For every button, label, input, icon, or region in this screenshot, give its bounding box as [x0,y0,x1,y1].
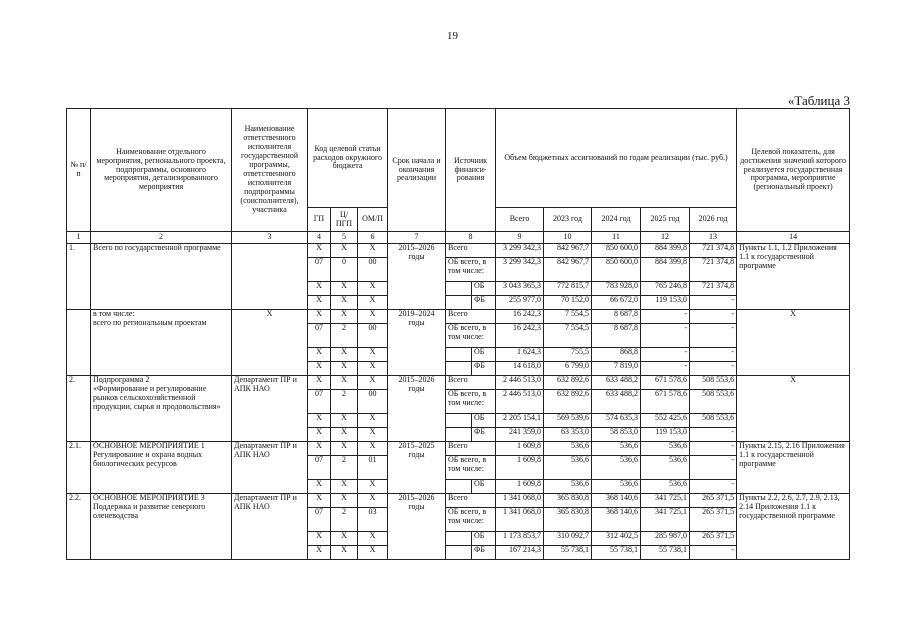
code-ompp: 00 [358,258,388,282]
code-ompp: X [358,480,388,494]
value-2024: 783 928,0 [592,282,641,296]
value-2026: - [690,442,737,456]
header-num: № п/п [67,109,91,232]
value-2026: 265 371,5 [690,532,737,546]
value-2026: - [690,546,737,560]
row-executor: Департамент ПР и АПК НАО [232,494,308,560]
code-cpgp: 0 [331,258,358,282]
value-2025: 119 153,0 [641,296,690,310]
source-label: ОБ [472,532,496,546]
column-number: 8 [446,232,496,244]
code-cpgp: X [331,310,358,324]
value-2023: 536,6 [544,456,592,480]
header-volume-group: Объем бюджетных ассигнований по годам реализации (тыс. руб.) [496,109,737,208]
column-number: 14 [737,232,850,244]
source-label: ОБ всего, в том числе: [446,258,496,282]
page-number: 19 [447,30,458,42]
header-source: Источник финанси-рования [446,109,496,232]
value-2026: - [690,362,737,376]
value-2024: 55 738,1 [592,546,641,560]
value-2024: 8 687,8 [592,324,641,348]
table-row [67,494,850,508]
source-label: ОБ всего, в том числе: [446,390,496,414]
value-total: 1 609,8 [496,456,544,480]
code-gp: X [308,244,331,258]
value-2026: 265 371,5 [690,494,737,508]
table-body [67,244,850,560]
source-label: ФБ [472,428,496,442]
value-2025: 671 578,6 [641,390,690,414]
value-2026: - [690,324,737,348]
code-gp: 07 [308,456,331,480]
value-2026: 508 553,6 [690,376,737,390]
code-cpgp: X [331,376,358,390]
value-2024: 536,6 [592,456,641,480]
value-total: 2 205 154,1 [496,414,544,428]
value-2024: 536,6 [592,442,641,456]
value-total: 1 624,3 [496,348,544,362]
row-target: Пункты 2.2, 2.6, 2.7, 2.9, 2.13, 2.14 Приложения 1.1 к государственной программе [737,494,850,560]
value-2025: - [641,324,690,348]
source-label: ФБ [472,296,496,310]
row-executor: X [232,310,308,376]
code-cpgp: 2 [331,456,358,480]
value-2026: - [690,456,737,480]
value-2025: 55 738,1 [641,546,690,560]
value-2023: 536,6 [544,442,592,456]
code-cpgp: 2 [331,390,358,414]
value-total: 2 446 513,0 [496,390,544,414]
source-indent [446,532,472,546]
value-total: 3 299 342,3 [496,258,544,282]
table-row [67,442,850,456]
code-ompp: X [358,428,388,442]
value-total: 1 341 068,0 [496,494,544,508]
value-2025: 341 725,1 [641,494,690,508]
value-total: 167 214,3 [496,546,544,560]
code-gp: 07 [308,390,331,414]
code-gp: X [308,428,331,442]
value-2025: 884 399,8 [641,244,690,258]
code-ompp: X [358,282,388,296]
code-gp: X [308,282,331,296]
row-executor: Департамент ПР и АПК НАО [232,376,308,442]
column-number: 7 [388,232,446,244]
value-2023: 536,6 [544,480,592,494]
column-number: 3 [232,232,308,244]
value-2024: 850 600,0 [592,258,641,282]
header-code-group: Код целевой статьи расходов окружного бюджета [308,109,388,208]
source-indent [446,296,472,310]
source-indent [446,480,472,494]
header-total: Всего [496,208,544,232]
code-gp: X [308,480,331,494]
code-ompp: 01 [358,456,388,480]
value-total: 16 242,3 [496,310,544,324]
row-name: ОСНОВНОЕ МЕРОПРИЯТИЕ 3 Поддержка и развитие северного оленеводства [91,494,232,560]
code-ompp: X [358,546,388,560]
value-2026: 721 374,8 [690,282,737,296]
code-cpgp: X [331,546,358,560]
code-cpgp: X [331,494,358,508]
value-2024: 633 488,2 [592,376,641,390]
code-cpgp: X [331,244,358,258]
column-number: 2 [91,232,232,244]
column-number: 6 [358,232,388,244]
row-period: 2015–2026 годы [388,244,446,310]
code-cpgp: 2 [331,324,358,348]
value-total: 1 609,8 [496,480,544,494]
value-2025: 552 425,6 [641,414,690,428]
source-label: Всего [446,244,496,258]
budget-table [66,108,850,560]
value-2025: 119 153,0 [641,428,690,442]
value-total: 2 446 513,0 [496,376,544,390]
value-2026: 721 374,8 [690,244,737,258]
row-period: 2015–2025 годы [388,442,446,494]
row-period: 2015–2026 годы [388,376,446,442]
header-cpgp: Ц/ ПГП [331,208,358,232]
header-2025: 2025 год [641,208,690,232]
table-header [67,109,850,244]
source-label: ОБ всего, в том числе: [446,456,496,480]
value-total: 14 618,0 [496,362,544,376]
code-cpgp: X [331,296,358,310]
code-gp: X [308,532,331,546]
row-period: 2015–2026 годы [388,494,446,560]
value-total: 1 341 068,0 [496,508,544,532]
code-cpgp: X [331,362,358,376]
value-2025: 765 246,8 [641,282,690,296]
table-row [67,310,850,324]
value-2024: 66 672,0 [592,296,641,310]
value-2024: 574 635,3 [592,414,641,428]
row-target: X [737,310,850,376]
value-2025: 341 725,1 [641,508,690,532]
value-2023: 55 738,1 [544,546,592,560]
value-2023: 569 539,6 [544,414,592,428]
value-2025: 285 987,0 [641,532,690,546]
code-ompp: 00 [358,324,388,348]
source-indent [446,414,472,428]
value-total: 16 242,3 [496,324,544,348]
value-2024: 850 600,0 [592,244,641,258]
value-2026: 721 374,8 [690,258,737,282]
source-label: ОБ [472,282,496,296]
source-indent [446,348,472,362]
column-number: 4 [308,232,331,244]
code-gp: 07 [308,258,331,282]
row-executor [232,244,308,310]
row-name: Подпрограмма 2 «Формирование и регулирование рынков сельскохозяйственной продукции, сырья и продовольствия» [91,376,232,442]
source-label: ОБ всего, в том числе: [446,508,496,532]
value-2024: 633 488,2 [592,390,641,414]
value-2024: 536,6 [592,480,641,494]
value-2024: 8 687,8 [592,310,641,324]
code-ompp: X [358,244,388,258]
source-indent [446,282,472,296]
code-gp: X [308,296,331,310]
code-gp: X [308,362,331,376]
value-total: 255 977,0 [496,296,544,310]
value-2023: 842 967,7 [544,244,592,258]
column-number: 5 [331,232,358,244]
value-total: 1 173 853,7 [496,532,544,546]
value-2023: 7 554,5 [544,310,592,324]
row-name: в том числе: всего по региональным проектам [91,310,232,376]
value-2025: 536,6 [641,456,690,480]
value-total: 241 359,0 [496,428,544,442]
value-2024: 368 140,6 [592,508,641,532]
value-2026: - [690,428,737,442]
source-label: ФБ [472,362,496,376]
code-ompp: X [358,494,388,508]
value-2024: 58 853,0 [592,428,641,442]
header-gp: ГП [308,208,331,232]
code-gp: X [308,442,331,456]
value-2025: - [641,362,690,376]
value-2025: 671 578,6 [641,376,690,390]
code-ompp: X [358,442,388,456]
source-label: Всего [446,494,496,508]
code-gp: X [308,546,331,560]
code-ompp: X [358,532,388,546]
value-2024: 368 140,6 [592,494,641,508]
row-period: 2019–2024 годы [388,310,446,376]
value-2023: 365 830,8 [544,494,592,508]
header-name: Наименование отдельного мероприятия, регионального проекта, подпрограммы, основного мероприятия, детализированного мероприятия [91,109,232,232]
code-cpgp: X [331,414,358,428]
header-target: Целевой показатель, для достижения значений которого реализуется государственная программа, мероприятие (региональный проект) [737,109,850,232]
value-2023: 842 967,7 [544,258,592,282]
value-2023: 632 892,6 [544,376,592,390]
value-2025: 536,6 [641,442,690,456]
code-ompp: 03 [358,508,388,532]
row-num: 1. [67,244,91,310]
row-num [67,310,91,376]
row-name: Всего по государственной программе [91,244,232,310]
value-2023: 632 892,6 [544,390,592,414]
code-cpgp: X [331,428,358,442]
value-2026: - [690,480,737,494]
code-gp: X [308,494,331,508]
row-num: 2.1. [67,442,91,494]
code-cpgp: X [331,532,358,546]
header-executor: Наименование ответственного исполнителя государственной программы, ответственного исполнителя подпрограммы (соисполнителя), участника [232,109,308,232]
source-indent [446,428,472,442]
code-ompp: 00 [358,390,388,414]
row-num: 2.2. [67,494,91,560]
code-gp: X [308,310,331,324]
value-2026: 508 553,6 [690,390,737,414]
code-ompp: X [358,362,388,376]
code-ompp: X [358,376,388,390]
source-indent [446,362,472,376]
value-2023: 772 815,7 [544,282,592,296]
code-gp: X [308,376,331,390]
code-cpgp: 2 [331,508,358,532]
value-2026: 508 553,6 [690,414,737,428]
value-2023: 365 830,8 [544,508,592,532]
value-2025: - [641,310,690,324]
table-row [67,244,850,258]
code-cpgp: X [331,442,358,456]
column-number: 9 [496,232,544,244]
table-caption: «Таблица 3 [787,93,850,108]
source-label: ОБ [472,480,496,494]
source-label: Всего [446,310,496,324]
value-2026: 265 371,5 [690,508,737,532]
value-total: 3 299 342,3 [496,244,544,258]
value-2025: 536,6 [641,480,690,494]
header-2024: 2024 год [592,208,641,232]
value-2025: - [641,348,690,362]
column-numbers-row [67,232,850,244]
value-2023: 755,5 [544,348,592,362]
value-total: 1 609,8 [496,442,544,456]
value-2026: - [690,348,737,362]
source-label: ФБ [472,546,496,560]
header-ompp: ОМ/П [358,208,388,232]
code-ompp: X [358,310,388,324]
row-target: X [737,376,850,442]
value-2026: - [690,296,737,310]
code-cpgp: X [331,480,358,494]
value-2023: 310 092,7 [544,532,592,546]
source-indent [446,546,472,560]
value-2024: 868,8 [592,348,641,362]
row-num: 2. [67,376,91,442]
header-2023: 2023 год [544,208,592,232]
source-label: ОБ [472,414,496,428]
value-2023: 7 554,5 [544,324,592,348]
value-2024: 7 819,0 [592,362,641,376]
code-gp: X [308,348,331,362]
source-label: ОБ [472,348,496,362]
column-number: 1 [67,232,91,244]
row-target: Пункты 2.15, 2.16 Приложения 1.1 к государственной программе [737,442,850,494]
column-number: 11 [592,232,641,244]
code-ompp: X [358,296,388,310]
column-number: 10 [544,232,592,244]
code-ompp: X [358,414,388,428]
code-ompp: X [358,348,388,362]
row-target: Пункты 1.1, 1.2 Приложения 1.1 к государственной программе [737,244,850,310]
row-executor: Департамент ПР и АПК НАО [232,442,308,494]
source-label: Всего [446,442,496,456]
source-label: Всего [446,376,496,390]
value-2023: 70 152,0 [544,296,592,310]
code-gp: X [308,414,331,428]
code-gp: 07 [308,324,331,348]
value-total: 3 043 365,3 [496,282,544,296]
code-cpgp: X [331,348,358,362]
header-period: Срок начала и окончания реализации [388,109,446,232]
value-2023: 63 353,0 [544,428,592,442]
value-2025: 884 399,8 [641,258,690,282]
code-gp: 07 [308,508,331,532]
column-number: 13 [690,232,737,244]
value-2026: - [690,310,737,324]
column-number: 12 [641,232,690,244]
source-label: ОБ всего, в том числе: [446,324,496,348]
header-2026: 2026 год [690,208,737,232]
table-row [67,376,850,390]
code-cpgp: X [331,282,358,296]
value-2024: 312 402,5 [592,532,641,546]
row-name: ОСНОВНОЕ МЕРОПРИЯТИЕ 1 Регулирование и охрана водных биологических ресурсов [91,442,232,494]
value-2023: 6 799,0 [544,362,592,376]
